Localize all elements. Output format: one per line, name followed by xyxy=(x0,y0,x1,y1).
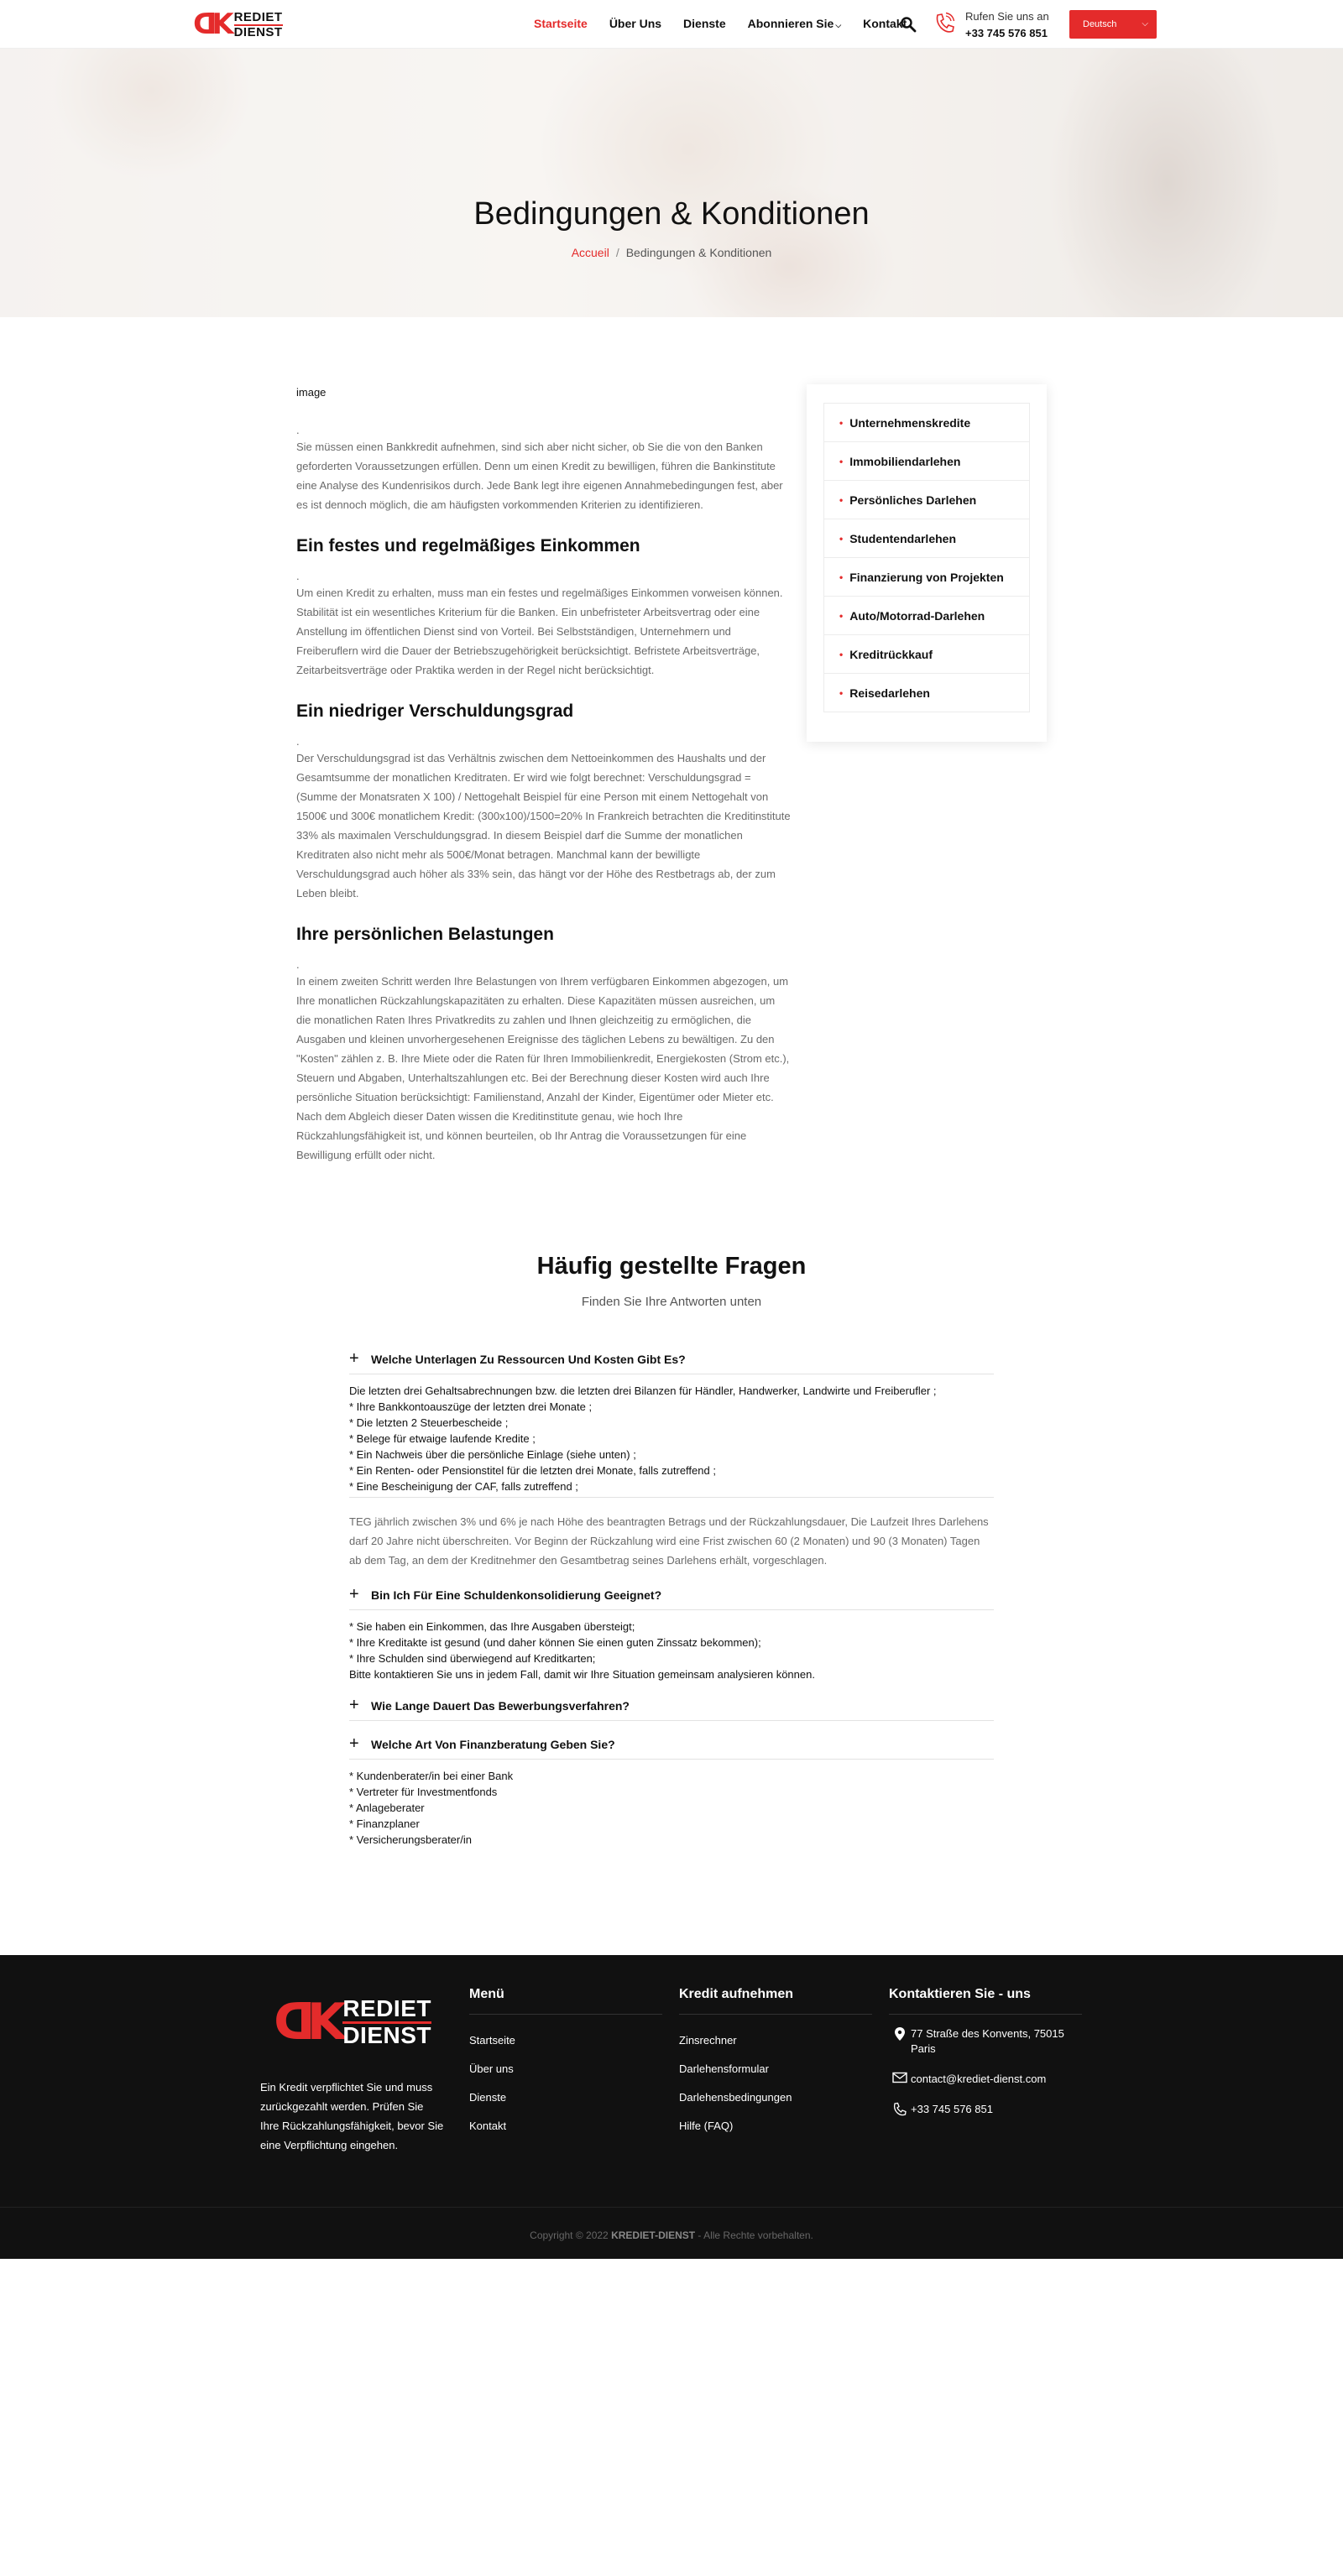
nav-startseite[interactable]: Startseite xyxy=(534,17,588,30)
footer-contact xyxy=(889,1987,1082,2132)
footer-menu xyxy=(469,1987,662,2141)
spacer xyxy=(349,1721,994,1729)
answer-line: * Ein Nachweis über die persönliche Einlage (siehe unten) ; xyxy=(349,1448,636,1461)
answer-line: * Anlageberater xyxy=(349,1802,425,1814)
language-select[interactable] xyxy=(1069,10,1157,39)
answer-line: Die letzten drei Gehaltsabrechnungen bzw. die letzten drei Bilanzen für Händler, Handwerker, Landwirte und Freiberufler ; xyxy=(349,1384,937,1397)
sidebar-item[interactable] xyxy=(823,403,1030,442)
sidebar-item-label: Immobiliendarlehen xyxy=(849,454,961,468)
sidebar-item-label: Finanzierung von Projekten xyxy=(849,570,1004,584)
sidebar-item-label: Studentendarlehen xyxy=(849,531,956,545)
answer-line: * Belege für etwaige laufende Kredite ; xyxy=(349,1432,536,1445)
footer-credit-title: Kredit aufnehmen xyxy=(679,1987,872,2015)
nav-abonnieren-label: Abonnieren Sie xyxy=(747,17,834,30)
dot-marker: . xyxy=(296,570,300,582)
faq-answer xyxy=(349,1610,994,1691)
map-pin-icon xyxy=(889,2026,911,2042)
hero-banner xyxy=(0,49,1343,317)
section-text-debt: Der Verschuldungsgrad ist das Verhältnis zwischen dem Nettoeinkommen des Haushalts und der Gesamtsumme der monatlichen Kreditraten. Er wird wie folgt berechnet: Verschuldungsgrad = (Summe der Monatsraten X 100) / Nettogehalt Beispiel für eine Person mit einem Nettogehalt von 1500€ und 300€ monatlichem Kredit: (300x100)/1500=20% In Frankreich betrachten die Kreditinstitute 33% als maximalen Verschuldungsgrad. In diesem Beispiel darf die Summe der monatlichen Kreditraten also nicht mehr als 500€/Monat betragen. Manchmal kann der bewilligte Verschuldungsgrad auch höher als 33% sein, das hängt vor der Höhe des Restbetrags ab, der zum Leben bleibt. xyxy=(296,752,791,900)
footer-link[interactable]: Darlehensbedingungen xyxy=(679,2091,792,2104)
bullet-icon: • xyxy=(839,532,844,545)
faq-question[interactable] xyxy=(349,1729,994,1760)
call-label: Rufen Sie uns an xyxy=(965,10,1049,23)
bullet-icon: • xyxy=(839,609,844,622)
copyright-brand[interactable]: KREDIET-DIENST xyxy=(611,2229,696,2241)
chevron-down-icon: ⌵ xyxy=(1142,19,1148,29)
breadcrumb xyxy=(0,246,1343,259)
footer-about: Ein Kredit verpflichtet Sie und muss zurückgezahlt werden. Prüfen Sie Ihre Rückzahlungsfähigkeit, bevor Sie eine Verpflichtung eingehen. xyxy=(260,2081,444,2151)
bullet-icon: • xyxy=(839,571,844,583)
footer-link[interactable]: Dienste xyxy=(469,2091,507,2104)
answer-line: * Ihre Schulden sind überwiegend auf Kreditkarten; xyxy=(349,1652,596,1665)
breadcrumb-current: Bedingungen & Konditionen xyxy=(625,246,772,259)
section-text-charges: In einem zweiten Schritt werden Ihre Belastungen von Ihrem verfügbaren Einkommen abgezogen, um Ihre monatlichen Rückzahlungskapazitäten zu erhalten. Diese Kapazitäten müssen ausreichen, um die monatlichen Raten Ihres Privatkredits zu zahlen und Ihnen gleichzeitig zu ermöglichen, die Ausgaben und kleinen unvorhergesehenen Ereignisse des täglichen Lebens zu bewältigen. Zu den "Kosten" zählen z. B. Ihre Miete oder die Raten für Ihren Immobilienkredit, Energiekosten (Strom etc.), Steuern und Abgaben, Unterhaltszahlungen etc. Bei der Berechnung dieser Kosten wird auch Ihre persönliche Situation berücksichtigt: Familienstand, Anzahl der Kinder, Eigentümer oder Mieter etc. Nach dem Abgleich dieser Daten wissen die Kreditinstitute genau, wie hoch Ihre Rückzahlungsfähigkeit ist, und können beurteilen, ob Ihr Antrag die Voraussetzungen für eine Bewilligung erfüllt oder nicht. xyxy=(296,975,790,1161)
chevron-down-icon: ⌵ xyxy=(835,21,842,29)
answer-line: * Eine Bescheinigung der CAF, falls zutreffend ; xyxy=(349,1480,578,1493)
answer-line: * Versicherungsberater/in xyxy=(349,1833,472,1846)
main-nav xyxy=(534,17,928,30)
faq-question-label: Welche Unterlagen Zu Ressourcen Und Kosten Gibt Es? xyxy=(371,1352,686,1366)
faq-question-label: Wie Lange Dauert Das Bewerbungsverfahren? xyxy=(371,1698,630,1713)
footer-link[interactable]: Darlehensformular xyxy=(679,2062,769,2075)
sidebar-item[interactable] xyxy=(823,634,1030,674)
plus-icon: + xyxy=(349,1585,359,1603)
breadcrumb-separator: / xyxy=(615,246,619,259)
bullet-icon: • xyxy=(839,455,844,467)
faq-question[interactable] xyxy=(349,1691,994,1721)
sidebar-item-label: Unternehmenskredite xyxy=(849,415,971,430)
teg-paragraph: TEG jährlich zwischen 3% und 6% je nach Höhe des beantragten Betrags und der Rückzahlungsdauer, Die Laufzeit Ihres Darlehens darf 20 Jahre nicht überschreiten. Vor Beginn der Rückzahlung wird eine Frist zwischen 60 (2 Monaten) und 90 (3 Monaten) Tagen ab dem Tag, an dem der Kreditnehmer den Gesamtbetrag seines Darlehens erhält, vorgeschlagen. xyxy=(349,1515,989,1567)
sidebar-item-label: Kreditrückkauf xyxy=(849,647,933,661)
logo-mark: ᗡK xyxy=(193,8,229,41)
sidebar-item[interactable] xyxy=(823,441,1030,481)
answer-line: * Sie haben ein Einkommen, das Ihre Ausgaben übersteigt; xyxy=(349,1620,635,1633)
footer-logo[interactable] xyxy=(274,1993,431,2052)
footer-link[interactable]: Hilfe (FAQ) xyxy=(679,2120,734,2132)
faq-question-label: Bin Ich Für Eine Schuldenkonsolidierung Geeignet? xyxy=(371,1588,662,1602)
footer-link[interactable]: Startseite xyxy=(469,2034,515,2047)
bullet-icon: • xyxy=(839,648,844,660)
logo-line-1: REDIET xyxy=(233,9,283,24)
sidebar-item-label: Persönliches Darlehen xyxy=(849,493,977,507)
logo-text xyxy=(342,1997,431,2047)
sidebar-item[interactable] xyxy=(823,480,1030,519)
logo-mark: ᗡK xyxy=(274,1993,338,2052)
dot-marker: . xyxy=(296,958,300,971)
faq-subtitle: Finden Sie Ihre Antworten unten xyxy=(581,1295,762,1309)
plus-icon: + xyxy=(349,1734,359,1753)
loan-categories-sidebar xyxy=(807,384,1047,742)
call-block xyxy=(965,8,1049,42)
plus-icon: + xyxy=(349,1696,359,1714)
logo-line-1: REDIET xyxy=(342,1997,431,2024)
logo-line-2: DIENST xyxy=(342,2022,431,2048)
sidebar-item[interactable] xyxy=(823,673,1030,712)
nav-abonnieren[interactable] xyxy=(748,17,842,30)
footer-link[interactable]: Kontakt xyxy=(469,2120,507,2132)
intro-paragraph: Sie müssen einen Bankkredit aufnehmen, sind sich aber nicht sicher, ob Sie die von den Banken geforderten Voraussetzungen erfüllen. Denn um einen Kredit zu bewilligen, führen die Bankinstitute eine Analyse des Kundenrisikos durch. Jede Bank legt ihre eigenen Annahmebedingungen fest, aber es ist dennoch möglich, die am häufigsten vorkommenden Kriterien zu identifizieren. xyxy=(296,441,783,511)
footer-phone-text: +33 745 576 851 xyxy=(911,2103,993,2115)
answer-line: * Ihre Kreditakte ist gesund (und daher können Sie einen guten Zinssatz bekommen); xyxy=(349,1636,761,1649)
answer-line: * Ihre Bankkontoauszüge der letzten drei Monate ; xyxy=(349,1400,593,1413)
faq-accordion xyxy=(349,1344,994,1848)
section-text-income: Um einen Kredit zu erhalten, muss man ein festes und regelmäßiges Einkommen vorweisen können. Stabilität ist ein wesentliches Kriterium für die Banken. Ein unbefristeter Arbeitsvertrag oder eine Anstellung im öffentlichen Dienst sind von Vorteil. Bei Selbstständigen, Unternehmern und Freiberuflern wird die Dauer der Betriebszugehörigkeit berücksichtigt. Befristete Arbeitsverträge, Zeitarbeitsverträge oder Praktika werden in der Regel nicht berücksichtigt. xyxy=(296,587,783,676)
faq-answer xyxy=(349,1760,994,1848)
answer-line: Bitte kontaktieren Sie uns in jedem Fall, damit wir Ihre Situation gemeinsam analysieren können. xyxy=(349,1668,815,1681)
mail-icon xyxy=(889,2072,911,2083)
faq-question-label: Welche Art Von Finanzberatung Geben Sie? xyxy=(371,1737,615,1751)
faq-title: Häufig gestellte Fragen xyxy=(536,1253,807,1280)
footer-link[interactable]: Über uns xyxy=(469,2062,514,2075)
footer-menu-title: Menü xyxy=(469,1987,662,2015)
nav-ueber-uns[interactable]: Über Uns xyxy=(609,17,662,30)
logo-line-2: DIENST xyxy=(233,24,283,39)
site-header xyxy=(0,0,1343,49)
site-footer xyxy=(0,1955,1343,2259)
footer-email[interactable] xyxy=(889,2072,1082,2087)
answer-line: * Finanzplaner xyxy=(349,1817,420,1830)
bullet-icon: • xyxy=(839,416,844,429)
footer-email-text: contact@krediet-dienst.com xyxy=(911,2073,1047,2085)
phone-icon xyxy=(933,12,955,35)
dot-marker: . xyxy=(296,424,300,436)
copyright xyxy=(0,2207,1343,2241)
footer-address-text: 77 Straße des Konvents, 75015 Paris xyxy=(911,2027,1064,2055)
plus-icon: + xyxy=(349,1349,359,1368)
sidebar-item[interactable] xyxy=(823,519,1030,558)
sidebar-item-label: Auto/Motorrad-Darlehen xyxy=(849,608,985,623)
faq-question[interactable] xyxy=(349,1344,994,1374)
copyright-suffix: - Alle Rechte vorbehalten. xyxy=(698,2229,813,2241)
sidebar-item-label: Reisedarlehen xyxy=(849,686,930,700)
answer-line: * Ein Renten- oder Pensionstitel für die letzten drei Monate, falls zutreffend ; xyxy=(349,1464,716,1477)
nav-dienste[interactable]: Dienste xyxy=(683,17,726,30)
faq-divider xyxy=(349,1497,994,1512)
footer-phone[interactable] xyxy=(889,2102,1082,2117)
search-icon[interactable] xyxy=(900,16,917,33)
section-title-debt: Ein niedriger Verschuldungsgrad xyxy=(296,701,574,721)
image-placeholder: image xyxy=(296,386,327,399)
answer-line: * Die letzten 2 Steuerbescheide ; xyxy=(349,1416,509,1429)
page-title: Bedingungen & Konditionen xyxy=(473,196,870,232)
footer-link[interactable]: Zinsrechner xyxy=(679,2034,737,2047)
logo[interactable] xyxy=(193,10,283,39)
logo-text xyxy=(234,11,283,39)
answer-line: * Vertreter für Investmentfonds xyxy=(349,1786,498,1798)
dot-marker: . xyxy=(296,735,300,748)
footer-credit xyxy=(679,1987,872,2141)
bullet-icon: • xyxy=(839,493,844,506)
section-title-income: Ein festes und regelmäßiges Einkommen xyxy=(296,536,640,555)
faq-question[interactable] xyxy=(349,1580,994,1610)
faq-answer xyxy=(349,1374,994,1497)
sidebar-item[interactable] xyxy=(823,557,1030,597)
main-content xyxy=(296,386,792,1186)
answer-line: * Kundenberater/in bei einer Bank xyxy=(349,1770,514,1782)
breadcrumb-home[interactable]: Accueil xyxy=(571,246,609,259)
sidebar-item[interactable] xyxy=(823,596,1030,635)
bullet-icon: • xyxy=(839,686,844,699)
section-title-charges: Ihre persönlichen Belastungen xyxy=(296,925,554,944)
copyright-prefix: Copyright © 2022 xyxy=(530,2229,609,2241)
footer-address xyxy=(889,2026,1082,2057)
nav-kontakt[interactable]: Kontakt xyxy=(863,17,907,30)
language-value: Deutsch xyxy=(1083,19,1117,29)
phone-icon xyxy=(889,2102,911,2117)
spacer xyxy=(349,1570,994,1580)
footer-contact-title: Kontaktieren Sie - uns xyxy=(889,1987,1082,2015)
hero-overlay xyxy=(0,49,1343,317)
header-phone[interactable]: +33 745 576 851 xyxy=(965,27,1048,39)
